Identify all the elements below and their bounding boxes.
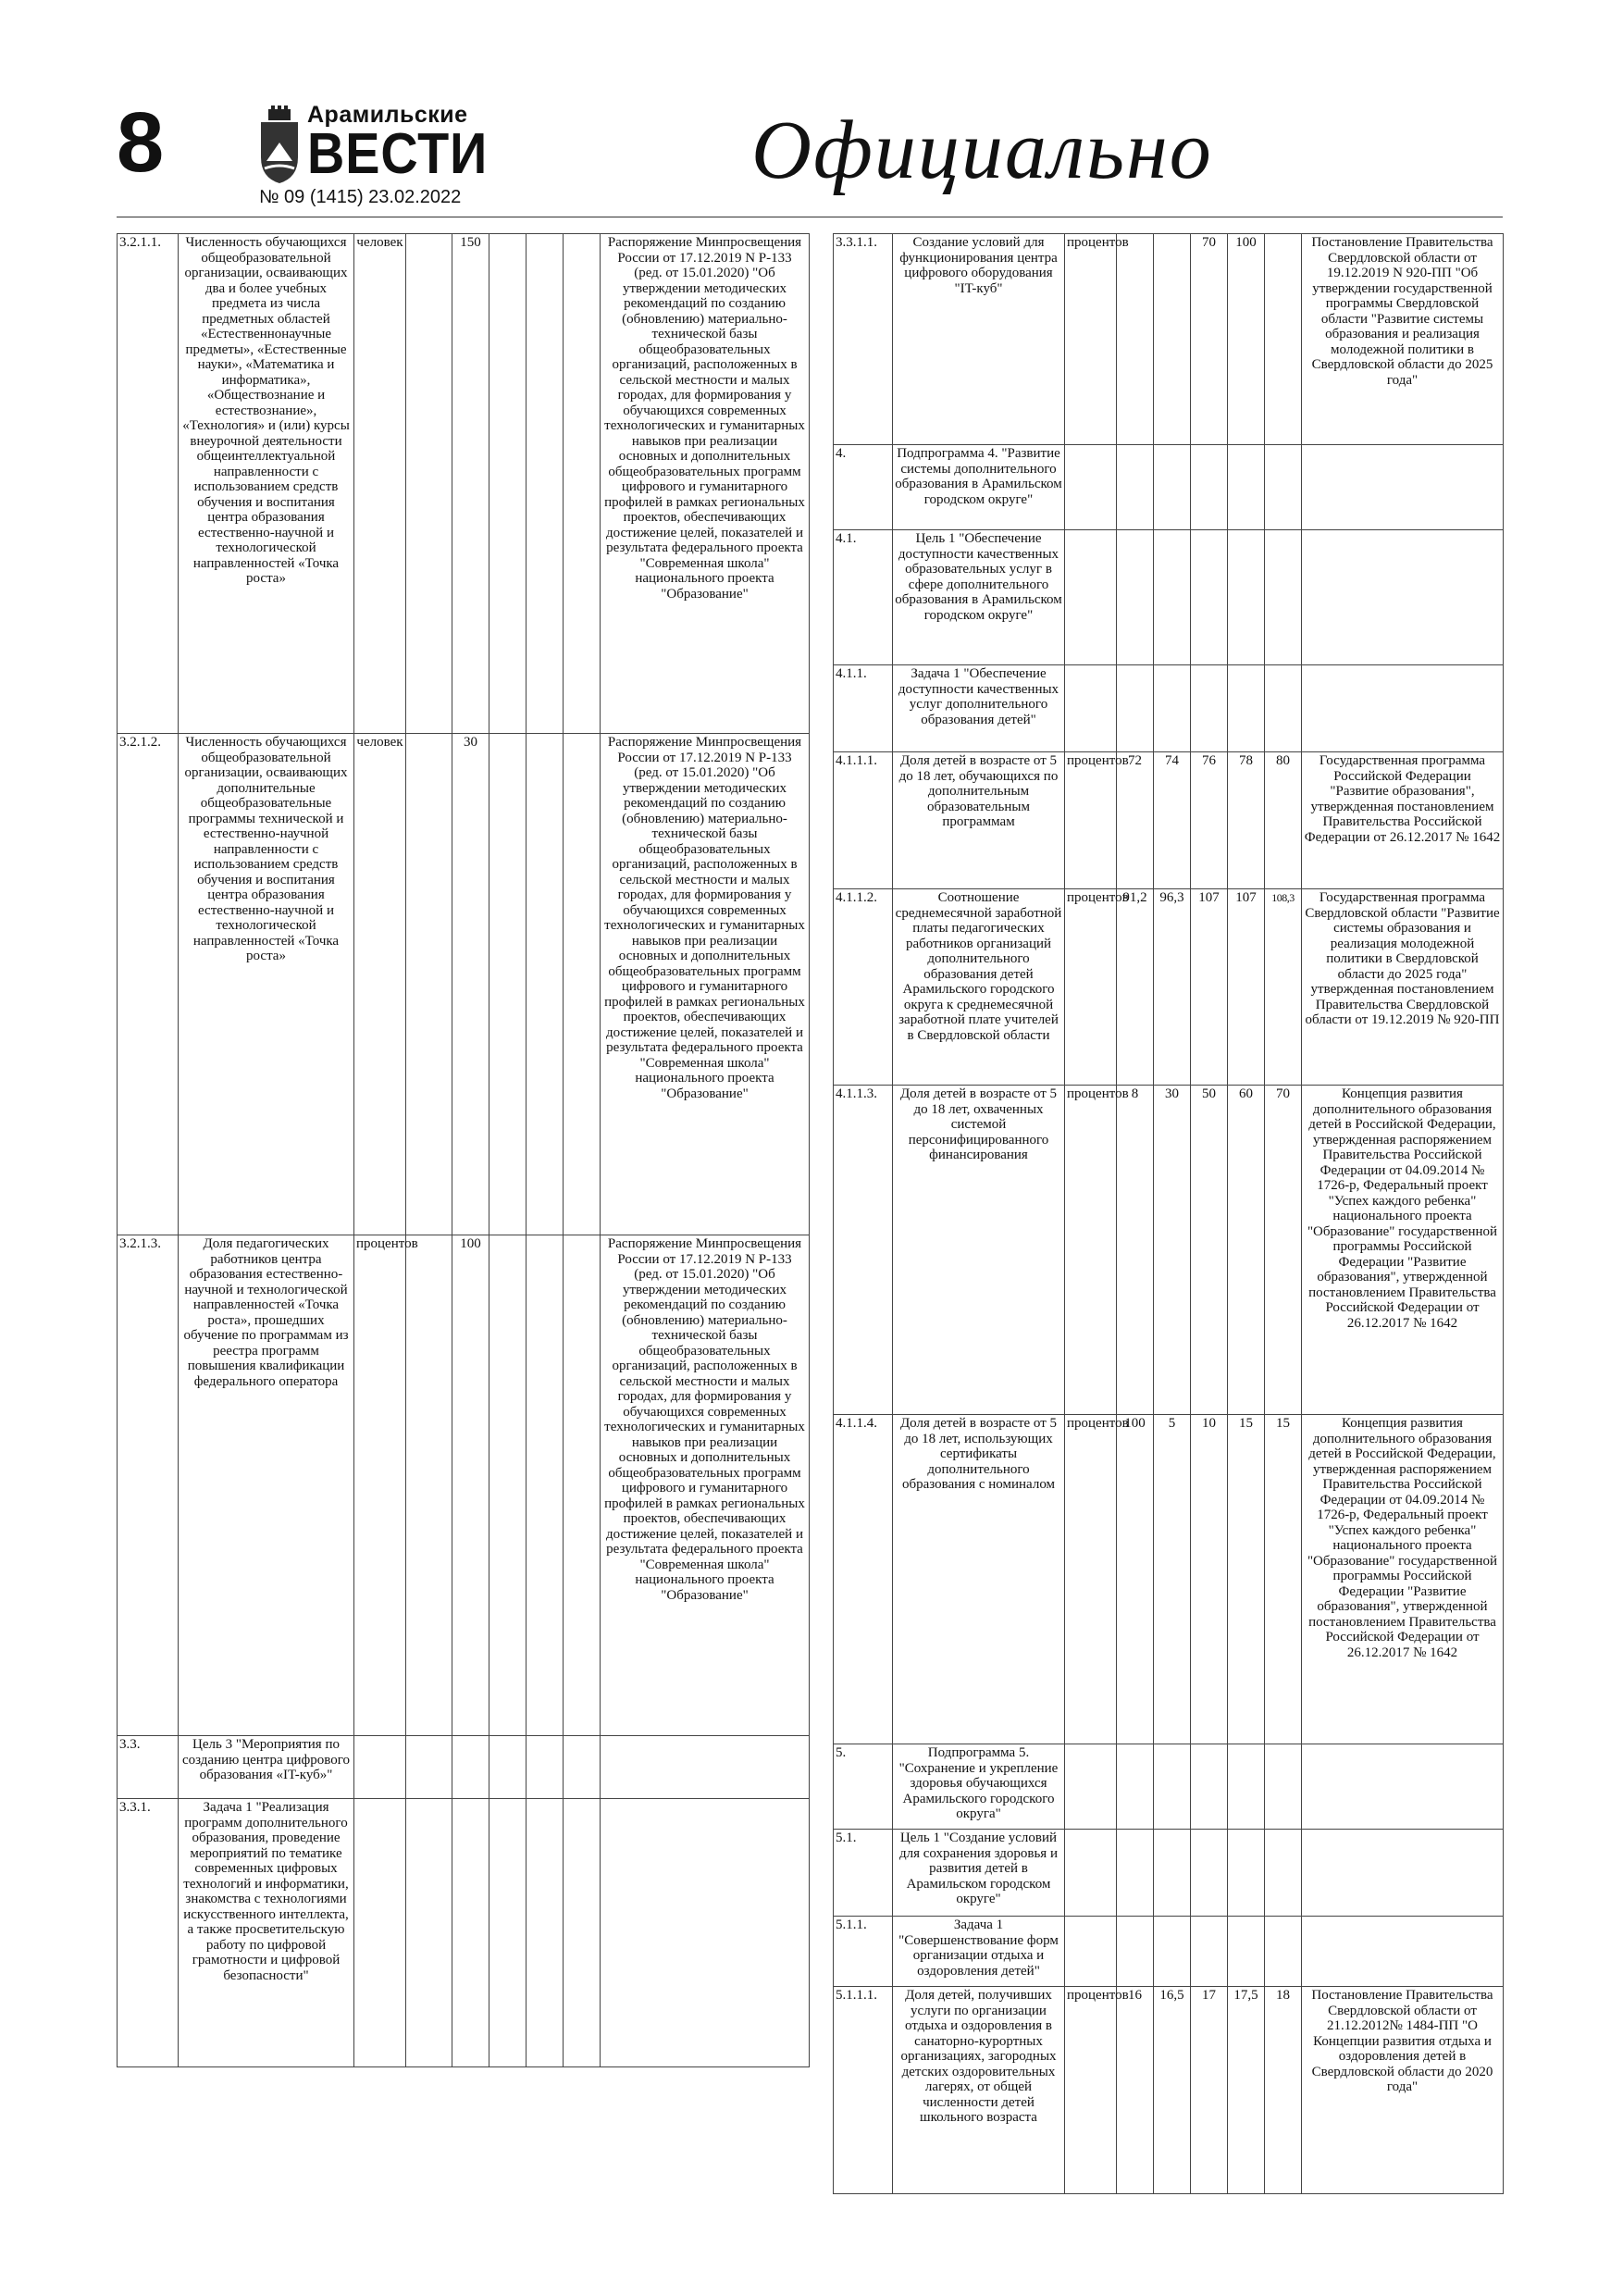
value-year-4: 100 [1228,234,1265,445]
indicator-name: Цель 1 "Создание условий для сохранения здоровья и развития детей в Арамильском городском округе" [893,1830,1065,1917]
value-year-1 [1117,530,1154,665]
value-year-5 [1265,1744,1302,1830]
value-year-2: 30 [1154,1086,1191,1415]
indicator-name: Задача 1 "Обеспечение доступности качественных услуг дополнительного образования детей" [893,665,1065,752]
table-row [118,1235,810,1736]
page-header [0,0,1623,227]
value-year-3: 70 [1191,234,1228,445]
unit-of-measure: процентов [1065,889,1117,1086]
value-year-4 [1228,530,1265,665]
value-year-3 [489,1799,527,2067]
value-year-4 [527,1736,564,1799]
value-year-1 [1117,234,1154,445]
indicator-name: Доля детей в возрасте от 5 до 18 лет, охваченных системой персонифицированного финансирования [893,1086,1065,1415]
value-year-3 [1191,1830,1228,1917]
indicator-name: Численность обучающихся общеобразовательной организации, осваивающих дополнительные общеобразовательные программы технической и естественно-научной направленности с использованием средств обучения и воспитания центра образования естественно-научной и технологической направленностей «Точка роста» [179,734,354,1235]
newspaper-town: Арамильские [307,102,468,128]
value-year-4 [1228,445,1265,530]
indicator-name: Численность обучающихся общеобразовательной организации, осваивающих два и более учебных предмета из числа предметных областей «Естественнонаучные предметы», «Естественные науки», «Математика и информатика», «Обществознание и естествознание», «Технология» и (или) курсы внеурочной деятельности общеинтеллектуальной направленности с использованием средств обучения и воспитания центра образования естественно-научной и технологической направленностей «Точка роста» [179,234,354,734]
value-year-4: 17,5 [1228,1987,1265,2194]
value-year-1 [406,1736,452,1799]
row-number: 4.1.1. [834,665,893,752]
value-year-4 [527,1235,564,1736]
source-document [601,1799,810,2067]
source-document: Распоряжение Минпросвещения России от 17.12.2019 N Р-133 (ред. от 15.01.2020) "Об утверждении методических рекомендаций по созданию (обновлению) материально-технической базы общеобразовательных организаций, расположенных в сельской местности и малых городах, для формирования у обучающихся современных технологических и гуманитарных навыков при реализации основных и дополнительных общеобразовательных программ цифрового и гуманитарного профилей в рамках региональных проектов, обеспечивающих достижение целей, показателей и результата федерального проекта "Современная школа" национального проекта "Образование" [601,1235,810,1736]
page-number: 8 [117,95,165,190]
indicator-name: Доля педагогических работников центра образования естественно-научной и технологической направленностей «Точка роста», прошедших обучение по программам из реестра программ повышения квалификации федерального оператора [179,1235,354,1736]
table-row [834,530,1504,665]
value-year-3 [1191,530,1228,665]
table-row [834,1086,1504,1415]
row-number: 4.1.1.2. [834,889,893,1086]
table-row [118,1736,810,1799]
unit-of-measure: процентов [1065,752,1117,889]
table-row [834,665,1504,752]
value-year-1 [1117,1744,1154,1830]
unit-of-measure: человек [354,734,406,1235]
value-year-1: 16 [1117,1987,1154,2194]
row-number: 5.1. [834,1830,893,1917]
table-row [834,445,1504,530]
value-year-4: 60 [1228,1086,1265,1415]
value-year-2 [452,1736,489,1799]
value-year-5 [1265,665,1302,752]
table-row [834,1744,1504,1830]
source-document [1302,1917,1504,1987]
unit-of-measure: процентов [1065,1086,1117,1415]
value-year-3: 50 [1191,1086,1228,1415]
unit-of-measure [1065,445,1117,530]
value-year-2 [1154,530,1191,665]
value-year-4 [1228,1830,1265,1917]
value-year-4 [1228,1744,1265,1830]
source-document: Распоряжение Минпросвещения России от 17.12.2019 N Р-133 (ред. от 15.01.2020) "Об утверждении методических рекомендаций по созданию (обновлению) материально-технической базы общеобразовательных организаций, расположенных в сельской местности и малых городах, для формирования у обучающихся современных технологических и гуманитарных навыков при реализации основных и дополнительных общеобразовательных программ цифрового и гуманитарного профилей в рамках региональных проектов, обеспечивающих достижение целей, показателей и результата федерального проекта "Современная школа" национального проекта "Образование" [601,734,810,1235]
value-year-2 [1154,665,1191,752]
unit-of-measure: процентов [1065,1415,1117,1744]
indicator-name: Подпрограмма 4. "Развитие системы дополнительного образования в Арамильском городском округе" [893,445,1065,530]
value-year-2: 5 [1154,1415,1191,1744]
value-year-2: 74 [1154,752,1191,889]
value-year-3: 10 [1191,1415,1228,1744]
source-document [601,1736,810,1799]
row-number: 5.1.1.1. [834,1987,893,2194]
unit-of-measure: человек [354,234,406,734]
indicators-table-left [117,233,810,2067]
value-year-3 [489,234,527,734]
value-year-2 [452,1799,489,2067]
indicator-name: Задача 1 "Совершенствование форм организации отдыха и оздоровления детей" [893,1917,1065,1987]
value-year-5: 80 [1265,752,1302,889]
unit-of-measure [1065,665,1117,752]
unit-of-measure [1065,530,1117,665]
value-year-2 [1154,1917,1191,1987]
table-row [118,234,810,734]
indicators-table-right [833,233,1504,2194]
source-document: Концепция развития дополнительного образования детей в Российской Федерации, утвержденная распоряжением Правительства Российской Федерации от 04.09.2014 № 1726-р, Федеральный проект "Успех каждого ребенка" национального проекта "Образование" государственной программы Российской Федерации "Развитие образования", утвержденной постановлением Правительства Российской Федерации от 26.12.2017 № 1642 [1302,1086,1504,1415]
value-year-5 [564,1799,601,2067]
unit-of-measure [1065,1744,1117,1830]
section-title: Официально [751,105,1213,196]
indicator-name: Соотношение среднемесячной заработной платы педагогических работников организаций дополнительного образования детей Арамильского городского округа к среднемесячной заработной плате учителей в Свердловской области [893,889,1065,1086]
source-document [1302,445,1504,530]
value-year-4: 78 [1228,752,1265,889]
coat-of-arms-icon [259,109,300,185]
value-year-3 [489,734,527,1235]
value-year-5 [564,234,601,734]
row-number: 5.1.1. [834,1917,893,1987]
value-year-4 [527,734,564,1235]
value-year-5 [564,734,601,1235]
value-year-2: 96,3 [1154,889,1191,1086]
value-year-3 [1191,445,1228,530]
row-number: 3.2.1.1. [118,234,179,734]
value-year-1 [1117,445,1154,530]
value-year-5 [1265,1917,1302,1987]
unit-of-measure [1065,1830,1117,1917]
row-number: 3.2.1.2. [118,734,179,1235]
row-number: 3.3. [118,1736,179,1799]
value-year-5: 108,3 [1265,889,1302,1086]
row-number: 3.3.1. [118,1799,179,2067]
unit-of-measure [354,1736,406,1799]
table-row [834,752,1504,889]
value-year-1: 91,2 [1117,889,1154,1086]
value-year-3 [489,1235,527,1736]
source-document: Государственная программа Свердловской области "Развитие системы образования и реализация молодежной политики в Свердловской области до 2025 года" утвержденная постановлением Правительства Свердловской области от 19.12.2019 № 920-ПП [1302,889,1504,1086]
value-year-3 [1191,1744,1228,1830]
value-year-2: 16,5 [1154,1987,1191,2194]
value-year-2: 150 [452,234,489,734]
row-number: 4.1. [834,530,893,665]
row-number: 4.1.1.4. [834,1415,893,1744]
indicator-name: Доля детей в возрасте от 5 до 18 лет, использующих сертификаты дополнительного образования с номиналом [893,1415,1065,1744]
value-year-4: 15 [1228,1415,1265,1744]
indicator-name: Цель 3 "Мероприятия по созданию центра цифрового образования «IT-куб»" [179,1736,354,1799]
table-row [118,1799,810,2067]
indicator-name: Задача 1 "Реализация программ дополнительного образования, проведение мероприятий по тематике современных цифровых технологий и информатики, знакомства с технологиями искусственного интеллекта, а также просветительскую работу по цифровой грамотности и цифровой безопасности" [179,1799,354,2067]
value-year-3 [1191,1917,1228,1987]
value-year-2: 100 [452,1235,489,1736]
unit-of-measure: процентов [1065,234,1117,445]
value-year-1 [1117,665,1154,752]
table-row [834,1415,1504,1744]
indicator-name: Создание условий для функционирования центра цифрового оборудования "IT-куб" [893,234,1065,445]
value-year-4 [527,1799,564,2067]
newspaper-logo [259,102,490,213]
value-year-2 [1154,445,1191,530]
value-year-1 [406,1235,452,1736]
source-document [1302,1744,1504,1830]
indicator-name: Подпрограмма 5. "Сохранение и укрепление здоровья обучающихся Арамильского городского округа" [893,1744,1065,1830]
left-column [117,233,809,2067]
value-year-5 [1265,445,1302,530]
indicator-name: Цель 1 "Обеспечение доступности качественных образовательных услуг в сфере дополнительного образования в Арамильском городском округе" [893,530,1065,665]
value-year-4: 107 [1228,889,1265,1086]
source-document: Государственная программа Российской Федерации "Развитие образования", утвержденная постановлением Правительства Российской Федерации от 26.12.2017 № 1642 [1302,752,1504,889]
table-row [118,734,810,1235]
value-year-4 [1228,1917,1265,1987]
value-year-1 [1117,1917,1154,1987]
value-year-4 [527,234,564,734]
value-year-5: 15 [1265,1415,1302,1744]
value-year-3: 17 [1191,1987,1228,2194]
issue-number: № 09 (1415) 23.02.2022 [259,187,462,207]
value-year-5: 18 [1265,1987,1302,2194]
value-year-1 [406,734,452,1235]
value-year-1 [406,1799,452,2067]
value-year-1 [1117,1830,1154,1917]
source-document: Распоряжение Минпросвещения России от 17.12.2019 N Р-133 (ред. от 15.01.2020) "Об утверждении методических рекомендаций по созданию (обновлению) материально-технической базы общеобразовательных организаций, расположенных в сельской местности и малых городах, для формирования у обучающихся современных технологических и гуманитарных навыков при реализации основных и дополнительных общеобразовательных программ цифрового и гуманитарного профилей в рамках региональных проектов, обеспечивающих достижение целей, показателей и результата федерального проекта "Современная школа" национального проекта "Образование" [601,234,810,734]
value-year-2 [1154,234,1191,445]
value-year-2 [1154,1830,1191,1917]
value-year-1: 72 [1117,752,1154,889]
value-year-5 [564,1235,601,1736]
row-number: 3.3.1.1. [834,234,893,445]
value-year-1: 100 [1117,1415,1154,1744]
indicator-name: Доля детей, получивших услуги по организации отдыха и оздоровления в санаторно-курортных организациях, загородных детских оздоровительных лагерях, от общей численности детей школьного возраста [893,1987,1065,2194]
unit-of-measure [1065,1917,1117,1987]
row-number: 4.1.1.3. [834,1086,893,1415]
indicator-name: Доля детей в возрасте от 5 до 18 лет, обучающихся по дополнительным образовательным программам [893,752,1065,889]
value-year-5 [1265,1830,1302,1917]
source-document [1302,530,1504,665]
value-year-5 [1265,530,1302,665]
value-year-3: 107 [1191,889,1228,1086]
newspaper-name: ВЕСТИ [307,122,489,186]
table-row [834,234,1504,445]
row-number: 5. [834,1744,893,1830]
value-year-5: 70 [1265,1086,1302,1415]
source-document: Постановление Правительства Свердловской области от 21.12.2012№ 1484-ПП "О Концепции развития отдыха и оздоровления детей в Свердловской области до 2020 года" [1302,1987,1504,2194]
source-document: Постановление Правительства Свердловской области от 19.12.2019 N 920-ПП "Об утверждении государственной программы Свердловской области "Развитие системы образования и реализация молодежной политики в Свердловской области до 2025 года" [1302,234,1504,445]
table-row [834,1830,1504,1917]
value-year-5 [1265,234,1302,445]
source-document [1302,665,1504,752]
unit-of-measure: процентов [1065,1987,1117,2194]
table-row [834,1987,1504,2194]
value-year-2: 30 [452,734,489,1235]
unit-of-measure: процентов [354,1235,406,1736]
table-row [834,1917,1504,1987]
source-document [1302,1830,1504,1917]
unit-of-measure [354,1799,406,2067]
value-year-1 [406,234,452,734]
row-number: 4.1.1.1. [834,752,893,889]
value-year-2 [1154,1744,1191,1830]
value-year-1: 8 [1117,1086,1154,1415]
row-number: 4. [834,445,893,530]
value-year-3 [489,1736,527,1799]
row-number: 3.2.1.3. [118,1235,179,1736]
source-document: Концепция развития дополнительного образования детей в Российской Федерации, утвержденная распоряжением Правительства Российской Федерации от 04.09.2014 № 1726-р, Федеральный проект "Успех каждого ребенка" национального проекта "Образование" государственной программы Российской Федерации "Развитие образования", утвержденной постановлением Правительства Российской Федерации от 26.12.2017 № 1642 [1302,1415,1504,1744]
table-row [834,889,1504,1086]
value-year-3: 76 [1191,752,1228,889]
value-year-3 [1191,665,1228,752]
value-year-4 [1228,665,1265,752]
right-column [833,233,1503,2194]
value-year-5 [564,1736,601,1799]
